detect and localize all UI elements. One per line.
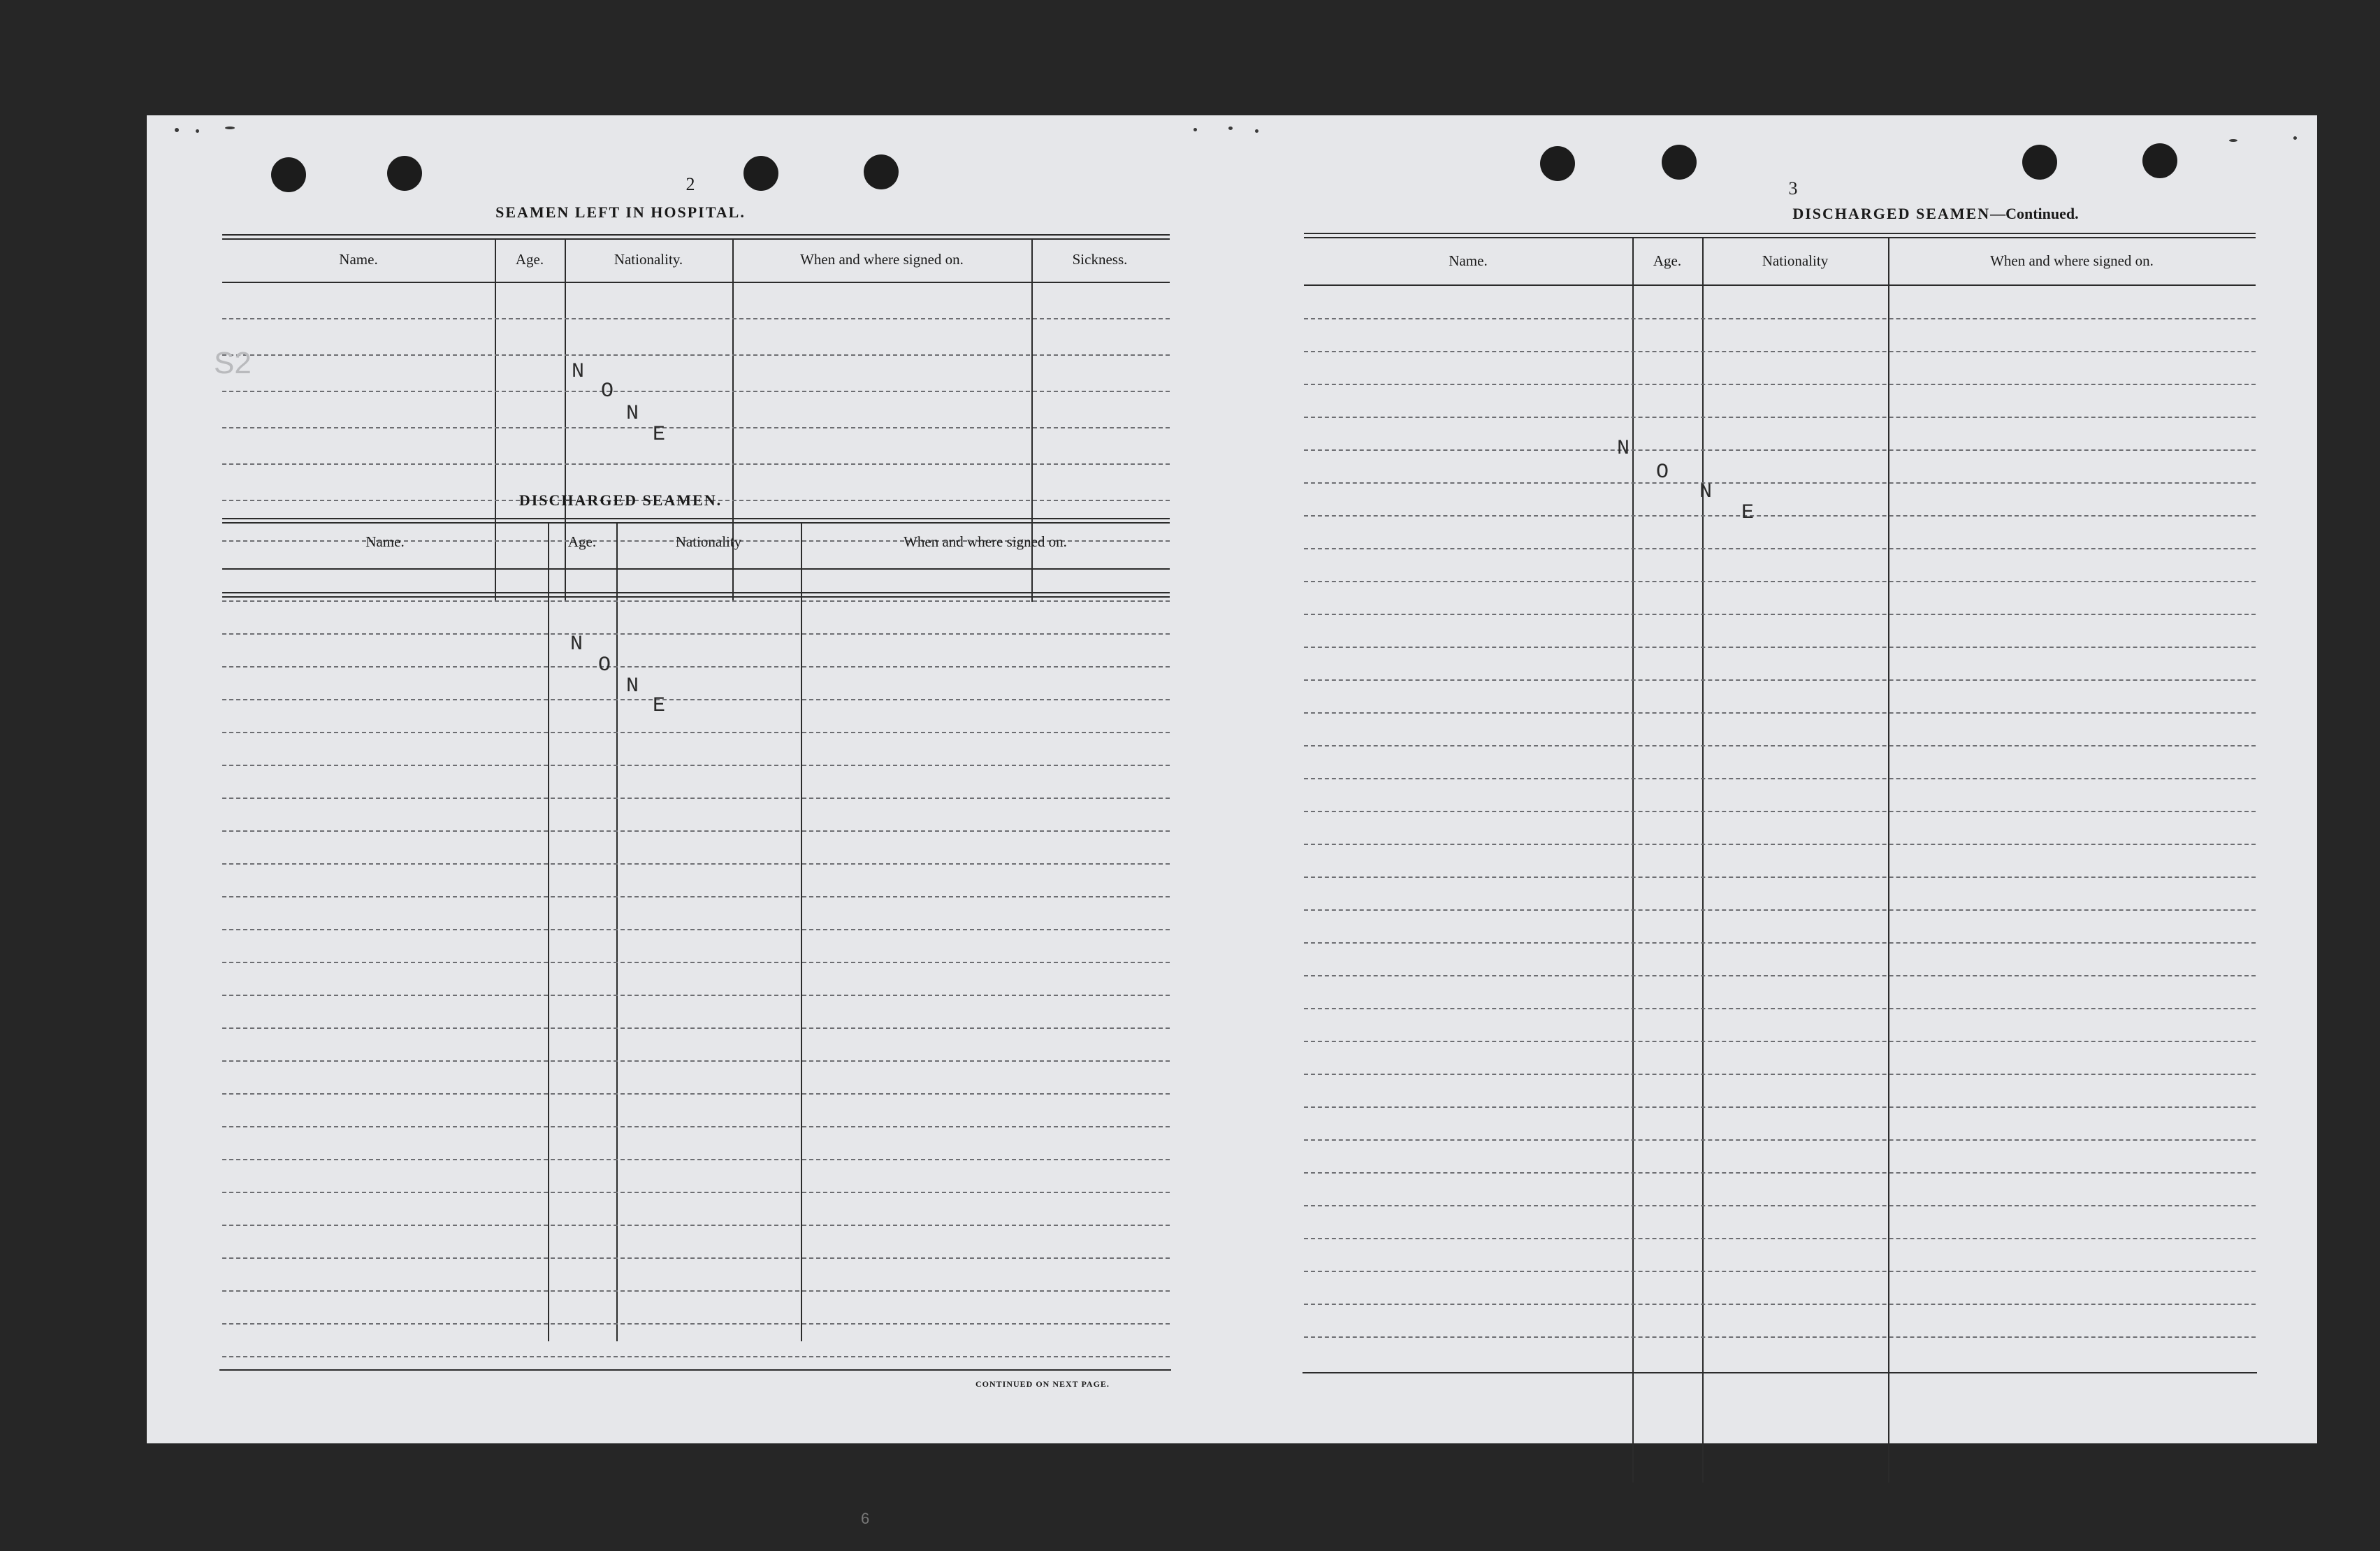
col-age: Age. <box>1653 252 1682 269</box>
entry-line <box>1304 877 2256 878</box>
entry-line <box>222 765 1170 766</box>
entry-line <box>222 1027 1170 1029</box>
entry-line <box>1304 647 2256 648</box>
col-nationality: Nationality <box>1762 252 1829 269</box>
entry-line <box>222 318 1170 319</box>
reel-mark: 6 <box>861 1510 870 1527</box>
punch-hole <box>864 154 899 189</box>
entry-line <box>1304 581 2256 582</box>
entry-line <box>222 633 1170 635</box>
entry-line <box>1304 1139 2256 1141</box>
entry-line <box>222 391 1170 392</box>
entry-line <box>1304 1304 2256 1305</box>
hospital-section-title: SEAMEN LEFT IN HOSPITAL. <box>495 203 746 221</box>
hospital-bottom-rule <box>222 592 1170 598</box>
entry-line <box>1304 384 2256 385</box>
entry-line <box>1304 482 2256 484</box>
entry-line <box>1304 712 2256 714</box>
col-nationality: Nationality <box>675 533 742 550</box>
entry-line <box>222 896 1170 897</box>
punch-hole <box>387 156 422 191</box>
none-stamp-letter: N <box>1617 437 1630 461</box>
entry-line <box>1304 1074 2256 1075</box>
page-number-right: 3 <box>1788 178 1798 199</box>
column-divider <box>1702 238 1704 1483</box>
faint-margin-mark: S2 <box>214 346 252 380</box>
speck <box>196 129 199 133</box>
none-stamp-letter: N <box>626 674 639 698</box>
punch-hole <box>271 157 306 192</box>
none-stamp-letter: O <box>598 654 611 677</box>
none-stamp-letter: N <box>572 360 585 384</box>
speck <box>175 128 179 132</box>
discharged-continued-title-main: DISCHARGED SEAMEN <box>1792 205 1991 222</box>
discharged-top-rule <box>222 518 1170 524</box>
entry-line <box>1304 811 2256 812</box>
col-when-where-signed: When and where signed on. <box>1990 252 2154 269</box>
discharged-bottom-rule <box>219 1369 1171 1371</box>
entry-line <box>222 798 1170 799</box>
entry-line <box>1304 679 2256 681</box>
entry-line <box>222 732 1170 733</box>
entry-line <box>222 1192 1170 1193</box>
none-stamp-letter: E <box>653 694 666 718</box>
entry-line <box>222 1323 1170 1325</box>
right-bottom-rule <box>1303 1372 2257 1373</box>
col-age: Age. <box>567 533 597 550</box>
none-stamp-letter: N <box>570 633 583 656</box>
entry-line <box>222 354 1170 356</box>
none-stamp-letter: E <box>1741 501 1755 525</box>
none-stamp-letter: N <box>1699 480 1713 504</box>
entry-line <box>1304 778 2256 779</box>
speck <box>2293 136 2297 140</box>
col-name: Name. <box>1449 252 1488 269</box>
entry-line <box>1304 1336 2256 1338</box>
entry-line <box>1304 548 2256 549</box>
discharged-continued-title <box>1474 205 2380 223</box>
entry-line <box>1304 1205 2256 1206</box>
entry-line <box>222 830 1170 832</box>
column-divider <box>616 524 618 1341</box>
col-nationality: Nationality. <box>614 251 683 268</box>
speck <box>1228 127 1233 130</box>
none-stamp-letter: E <box>653 423 666 447</box>
entry-line <box>1304 745 2256 746</box>
entry-line <box>222 666 1170 668</box>
right-header-rule <box>1304 284 2256 286</box>
entry-line <box>222 1093 1170 1095</box>
col-sickness: Sickness. <box>1072 251 1128 268</box>
none-stamp-letter: N <box>626 402 639 426</box>
punch-hole <box>743 156 778 191</box>
punch-hole <box>1662 145 1697 180</box>
discharged-section-title: DISCHARGED SEAMEN. <box>518 491 723 509</box>
entry-line <box>1304 909 2256 911</box>
punch-hole <box>1540 146 1575 181</box>
speck <box>2229 139 2237 142</box>
col-when-where-signed: When and where signed on. <box>800 251 964 268</box>
column-divider <box>801 524 802 1341</box>
entry-line <box>1304 417 2256 418</box>
col-when-where-signed: When and where signed on. <box>904 533 1067 550</box>
entry-line <box>222 1159 1170 1160</box>
continued-footnote: CONTINUED ON NEXT PAGE. <box>975 1379 1110 1389</box>
none-stamp-letter: O <box>1656 461 1669 484</box>
punch-hole <box>2142 143 2177 178</box>
entry-line <box>1304 614 2256 615</box>
entry-line <box>222 1257 1170 1259</box>
entry-line <box>1304 351 2256 352</box>
punch-hole <box>2022 145 2057 180</box>
column-divider <box>1888 238 1889 1483</box>
entry-line <box>222 1356 1170 1357</box>
page-number-left: 2 <box>685 174 695 194</box>
entry-line <box>222 929 1170 930</box>
entry-line <box>222 1126 1170 1127</box>
entry-line <box>1304 1041 2256 1042</box>
entry-line <box>222 1060 1170 1062</box>
entry-line <box>1304 1106 2256 1108</box>
speck <box>1193 128 1197 131</box>
right-top-rule <box>1304 233 2256 238</box>
discharged-continued-title-suffix: —Continued. <box>1990 205 2079 222</box>
entry-line <box>222 699 1170 700</box>
entry-line <box>1304 844 2256 845</box>
col-name: Name. <box>339 251 378 268</box>
entry-line <box>1304 1271 2256 1272</box>
entry-line <box>222 962 1170 963</box>
entry-line <box>1304 318 2256 319</box>
entry-line <box>1304 515 2256 517</box>
col-name: Name. <box>365 533 405 550</box>
none-stamp-letter: O <box>601 380 614 403</box>
speck <box>225 127 235 129</box>
entry-line <box>1304 1172 2256 1174</box>
entry-line <box>1304 942 2256 944</box>
column-divider <box>1632 238 1634 1483</box>
entry-line <box>1304 975 2256 976</box>
discharged-header-rule <box>222 568 1170 570</box>
speck <box>1255 129 1258 133</box>
entry-line <box>1304 1008 2256 1009</box>
column-divider <box>548 524 549 1341</box>
entry-line <box>222 863 1170 865</box>
document-sheet <box>147 115 2317 1443</box>
entry-line <box>222 1290 1170 1292</box>
hospital-header-rule <box>222 282 1170 283</box>
entry-line <box>222 427 1170 428</box>
entry-line <box>1304 449 2256 451</box>
hospital-top-rule <box>222 234 1170 240</box>
entry-line <box>222 463 1170 465</box>
entry-line <box>222 1225 1170 1226</box>
entry-line <box>222 995 1170 996</box>
entry-line <box>222 600 1170 602</box>
col-age: Age. <box>515 251 544 268</box>
entry-line <box>1304 1238 2256 1239</box>
